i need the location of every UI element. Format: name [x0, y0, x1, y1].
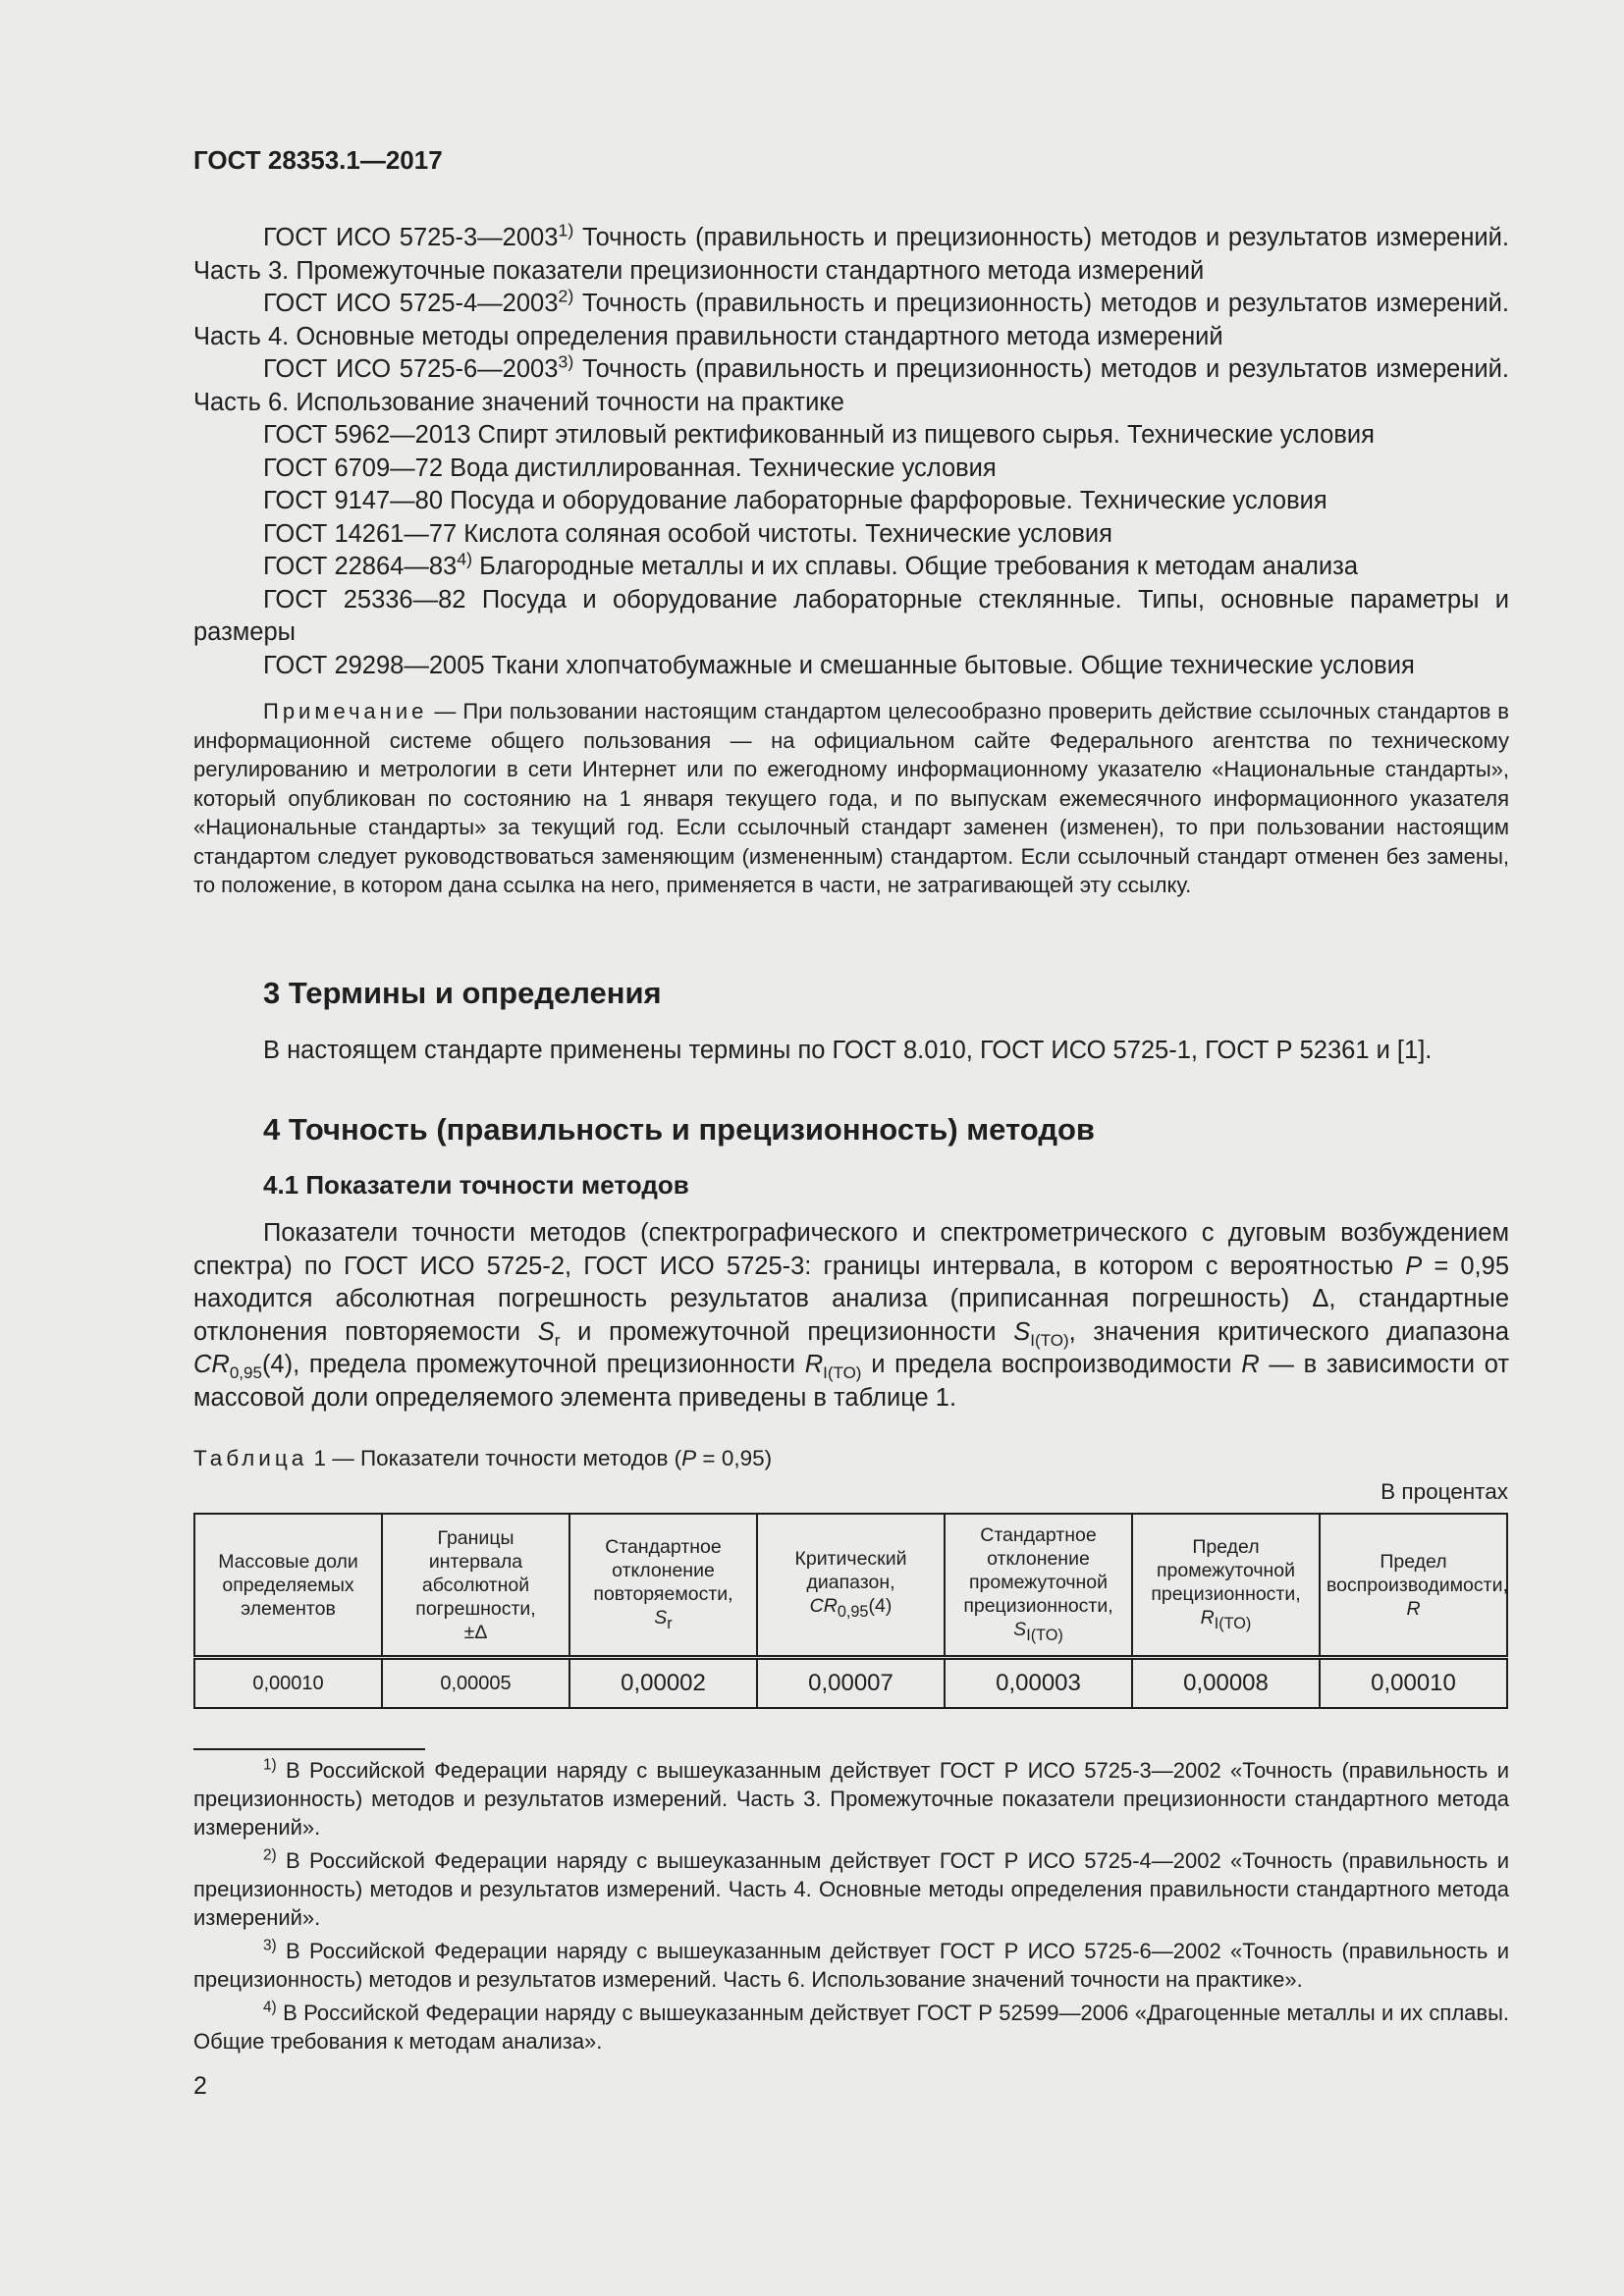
reference-item: ГОСТ ИСО 5725-6—2003$^{3)}$ Точность (правильность и прецизионность) методов и результатов измерений. Часть 6. Использование значений точности на практике: [193, 351, 1509, 416]
footnote-item: $^{1)}$ В Российской Федерации наряду с вышеуказанным действует ГОСТ Р ИСО 5725-3—2002 «Точность (правильность и прецизионность) методов и результатов измерений. Часть 3. Промежуточные показатели прецизионности стандартного метода измерений».: [193, 1756, 1509, 1840]
table-units: В процентах: [1380, 1479, 1508, 1504]
header-critical-range: Критический диапазон, $CR_{0,95}(4)$: [757, 1514, 945, 1658]
accuracy-table: [193, 1513, 1508, 1709]
header-intermediate-sd: Стандартное отклонение промежуточной прецизионности, $S_{I(TO)}$: [945, 1514, 1132, 1658]
reference-item: ГОСТ 9147—80 Посуда и оборудование лабораторные фарфоровые. Технические условия: [263, 487, 1327, 514]
reference-item: ГОСТ 29298—2005 Ткани хлопчатобумажные и смешанные бытовые. Общие технические условия: [263, 651, 1415, 679]
table-cell: 0,00010: [194, 1658, 382, 1709]
reference-item: ГОСТ ИСО 5725-3—2003$^{1)}$ Точность (правильность и прецизионность) методов и результатов измерений. Часть 3. Промежуточные показатели прецизионности стандартного метода измерений: [193, 220, 1509, 285]
footnote-item: $^{3)}$ В Российской Федерации наряду с вышеуказанным действует ГОСТ Р ИСО 5725-6—2002 «Точность (правильность и прецизионность) методов и результатов измерений. Часть 6. Использование значений точности на практике».: [193, 1937, 1509, 1992]
footnote-divider: [193, 1748, 425, 1750]
header-intermediate-limit: Предел промежуточной прецизионности, $R_{I(TO)}$: [1132, 1514, 1320, 1658]
section-3-title: 3 Термины и определения: [263, 976, 662, 1010]
section-4-1-title: 4.1 Показатели точности методов: [263, 1170, 689, 1200]
table-cell: 0,00003: [945, 1658, 1132, 1709]
table-row: [194, 1658, 1507, 1709]
table-header-row: [194, 1514, 1507, 1658]
table-cell: 0,00002: [569, 1658, 757, 1709]
table-cell: 0,00010: [1320, 1658, 1507, 1709]
reference-item: ГОСТ 22864—83$^{4)}$ Благородные металлы и их сплавы. Общие требования к методам анализа: [263, 549, 1359, 580]
table-cell: 0,00005: [382, 1658, 569, 1709]
header-repeatability-sd: Стандартное отклонение повторяемости, $S_r$: [569, 1514, 757, 1658]
table-cell: 0,00008: [1132, 1658, 1320, 1709]
table-cell: 0,00007: [757, 1658, 945, 1709]
normative-references: [193, 222, 1509, 682]
section-4-title: 4 Точность (правильность и прецизионность) методов: [263, 1112, 1095, 1147]
reference-item: ГОСТ 25336—82 Посуда и оборудование лабораторные стеклянные. Типы, основные параметры и размеры: [193, 585, 1509, 646]
header-mass-fraction: Массовые доли определяемых элементов: [194, 1514, 382, 1658]
reference-item: ГОСТ ИСО 5725-4—2003$^{2)}$ Точность (правильность и прецизионность) методов и результатов измерений. Часть 4. Основные методы определения правильности стандартного метода измерений: [193, 286, 1509, 350]
reference-item: ГОСТ 14261—77 Кислота соляная особой чистоты. Технические условия: [263, 519, 1112, 548]
section-4-1-text: Показатели точности методов (спектрографического и спектрометрического с дуговым возбуждением спектра) по ГОСТ ИСО 5725-2, ГОСТ ИСО 5725-3: границы интервала, в котором с вероятностью P = 0,95 находится абсолютная погрешность результатов анализа (приписанная погрешность) Δ, стандартные отклонения повторяемости $S_r$ и промежуточной прецизионности $S_{I(TO)}$, значения критического диапазона $CR_{0,95}(4)$, предела промежуточной прецизионности $R_{I(TO)}$ и предела воспроизводимости R — в зависимости от массовой доли определяемого элемента приведены в таблице 1.: [193, 1219, 1510, 1412]
note-label: Примечание: [263, 699, 428, 723]
footnotes: [193, 1756, 1509, 2060]
note-text: — При пользовании настоящим стандартом целесообразно проверить действие ссылочных стандартов в информационной системе общего пользования — на официальном сайте Федерального агентства по техническому регулированию и метрологии в сети Интернет или по ежегодному информационному указателю «Национальные стандарты», который опубликован по состоянию на 1 января текущего года, и по выпускам ежемесячного информационного указателя «Национальные стандарты» за текущий год. Если ссылочный стандарт заменен (изменен), то при пользовании настоящим стандартом следует руководствоваться заменяющим (измененным) стандартом. Если ссылочный стандарт отменен без замены, то положение, в котором дана ссылка на него, применяется в части, не затрагивающей эту ссылку.: [193, 699, 1509, 897]
section-3-text: В настоящем стандарте применены термины по ГОСТ 8.010, ГОСТ ИСО 5725-1, ГОСТ Р 52361 и [1].: [263, 1037, 1433, 1064]
header-error-bounds: Границы интервала абсолютной погрешности, ±Δ: [382, 1514, 569, 1658]
table-caption: Таблица 1 — Показатели точности методов (P = 0,95): [193, 1446, 773, 1470]
header-reproducibility-limit: Предел воспроизводимости, R: [1320, 1514, 1507, 1658]
page-number: 2: [193, 2072, 207, 2100]
footnote-item: $^{2)}$ В Российской Федерации наряду с вышеуказанным действует ГОСТ Р ИСО 5725-4—2002 «Точность (правильность и прецизионность) методов и результатов измерений. Часть 4. Основные методы определения правильности стандартного метода измерений».: [193, 1846, 1509, 1930]
footnote-item: $^{4)}$ В Российской Федерации наряду с вышеуказанным действует ГОСТ Р 52599—2006 «Драгоценные металлы и их сплавы. Общие требования к методам анализа».: [193, 1999, 1509, 2054]
note-paragraph: [193, 697, 1509, 900]
reference-item: ГОСТ 6709—72 Вода дистиллированная. Технические условия: [263, 454, 997, 482]
reference-item: ГОСТ 5962—2013 Спирт этиловый ректификованный из пищевого сырья. Технические условия: [263, 421, 1375, 449]
document-header: ГОСТ 28353.1—2017: [193, 145, 443, 175]
